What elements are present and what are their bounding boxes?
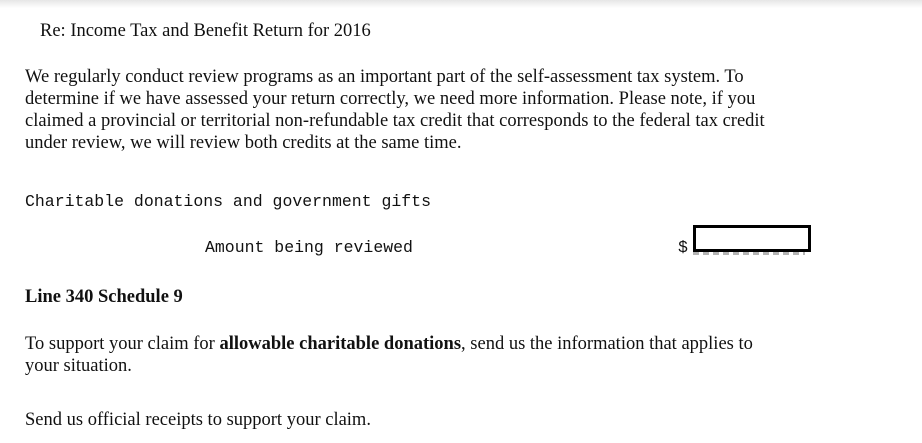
intro-line: determine if we have assessed your return correctly, we need more information. Please note, if you	[25, 89, 756, 109]
intro-paragraph	[25, 66, 910, 154]
currency-symbol: $	[678, 238, 688, 257]
re-line: Re: Income Tax and Benefit Return for 2016	[40, 21, 371, 41]
line-heading: Line 340 Schedule 9	[25, 287, 183, 307]
receipts-line: Send us official receipts to support your claim.	[25, 410, 371, 430]
support-line	[25, 333, 910, 355]
support-suffix: , send us the information that applies to	[461, 334, 753, 354]
support-prefix: To support your claim for	[25, 334, 220, 354]
intro-line: We regularly conduct review programs as an important part of the self-assessment tax system. To	[25, 67, 744, 87]
intro-line: claimed a provincial or territorial non-refundable tax credit that corresponds to the federal tax credit	[25, 111, 765, 131]
redaction-box	[693, 225, 811, 252]
support-line-2: your situation.	[25, 356, 132, 376]
intro-line: under review, we will review both credits at the same time.	[25, 133, 462, 153]
support-paragraph	[25, 333, 910, 377]
support-bold-term: allowable charitable donations	[219, 334, 462, 354]
review-item-name: Charitable donations and government gifts	[25, 192, 431, 211]
top-shadow	[0, 0, 922, 8]
amount-label: Amount being reviewed	[205, 238, 413, 257]
